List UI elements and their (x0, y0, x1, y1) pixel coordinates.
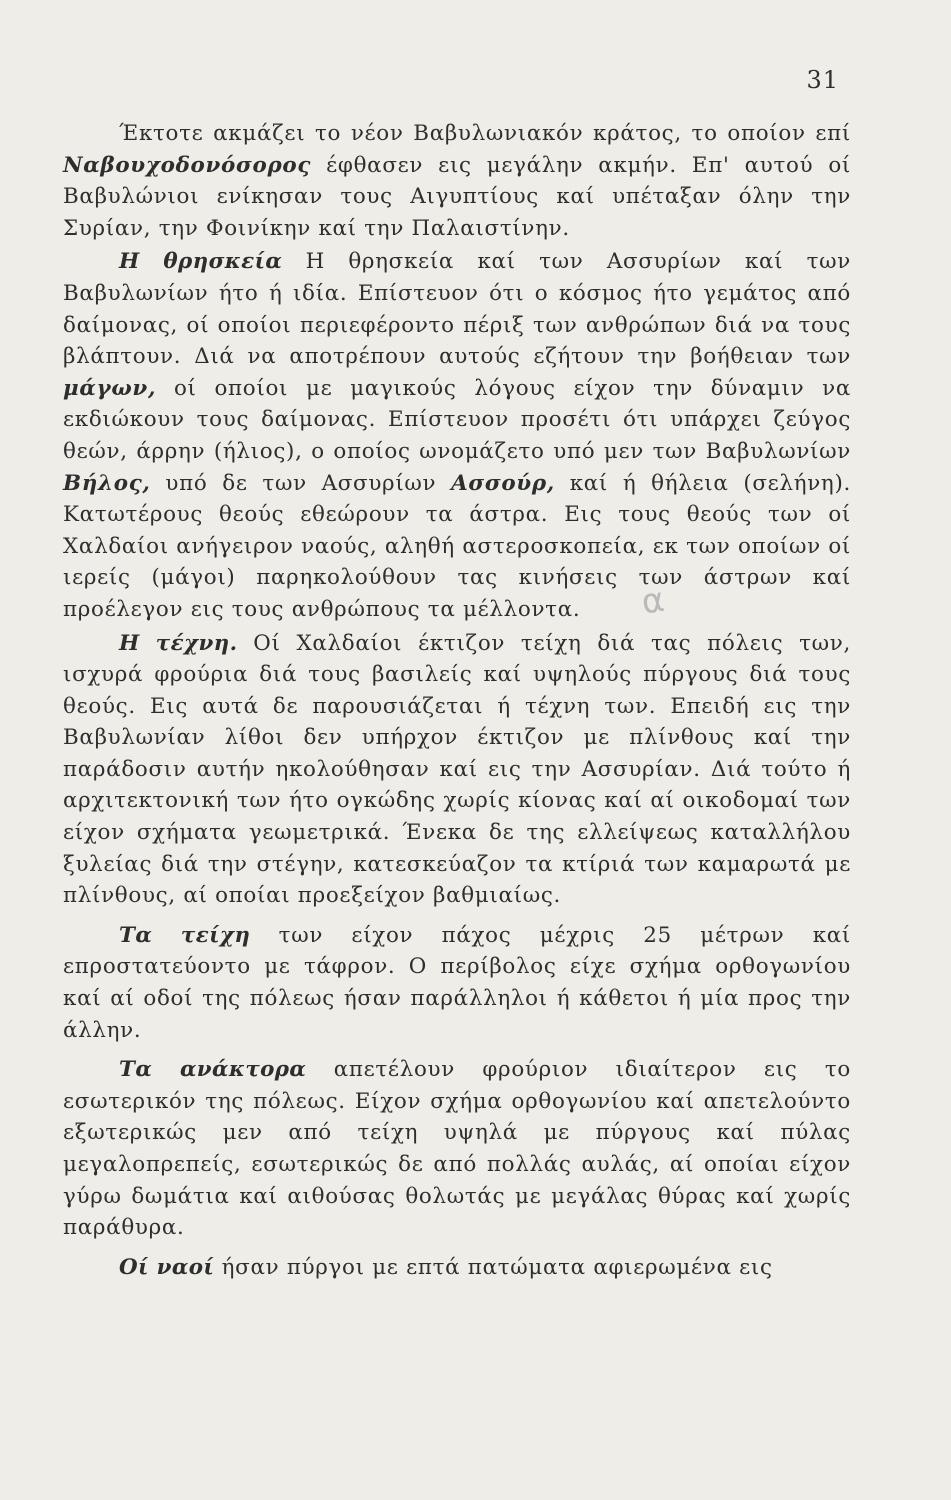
paragraph-palaces (63, 1054, 851, 1244)
emphasized-term: Τα τείχη (119, 922, 251, 948)
emphasized-term: Οί ναοί (119, 1254, 215, 1280)
paragraph-religion (63, 246, 851, 625)
page-number: 31 (806, 66, 839, 94)
paragraph-art (63, 628, 851, 912)
paragraph-babylonian-kingdom (63, 118, 851, 244)
text-run: απετέλουν φρούριον ιδιαίτερον εις το εσωτερικόν της πόλεως. Είχον σχήμα ορθογωνίου καί απετελούντο εξωτερικώς μεν από τείχη υψηλά με πύργους καί πύλας μεγαλοπρεπείς, εσωτερικώς δε από πολλάς αυλάς, αί οποίαι είχον γύρω δωμάτια καί αιθούσας θολωτάς με μεγάλας θύρας καί χωρίς παράθυρα. (63, 1057, 852, 1241)
emphasized-term: Τα ανάκτορα (119, 1057, 307, 1083)
emphasized-term: Η τέχνη. (119, 630, 238, 656)
paragraph-temples (63, 1252, 851, 1284)
paragraph-walls (63, 920, 851, 1046)
text-run: οί οποίοι με μαγικούς λόγους είχον την δύναμιν να εκδιώκουν τους δαίμονας. Επίστευον προσέτι ότι υπάρχει ζεύγος θεών, άρρην (ήλιος), ο οποίος ωνομάζετο υπό μεν των Βαβυλωνίων (63, 375, 851, 464)
emphasized-term: Βήλος, (63, 470, 151, 496)
text-run: Οί Χαλδαίοι έκτιζον τείχη διά τας πόλεις των, ισχυρά φρούρια διά τους βασιλείς καί υψηλούς πύργους διά τους θεούς. Εις αυτά δε παρουσιάζεται ή τέχνη των. Επειδή εις την Βαβυλωνίαν λίθοι δεν υπήρχον έκτιζον με πλίνθους καί την παράδοσιν αυτήν ηκολούθησαν καί εις την Ασσυρίαν. Διά τούτο ή αρχιτεκτονική των ήτο ογκώδης χωρίς κίονας καί αί οικοδομαί των είχον σχήματα γεωμετρικά. Ένεκα δε της ελλείψεως καταλλήλου ξυλείας διά την στέγην, κατεσκεύαζον τα κτίριά των καμαρωτά με πλίνθους, αί οποίαι προεξείχον βαθμιαίως. (63, 630, 851, 909)
text-run: Έκτοτε ακμάζει το νέον Βαβυλωνιακόν κράτος, το οποίον επί (119, 121, 851, 146)
body-text (63, 118, 851, 1285)
emphasized-term: μάγων, (63, 375, 157, 401)
text-run: των είχον πάχος μέχρις 25 μέτρων καί επροστατεύοντο με τάφρον. Ο περίβολος είχε σχήμα ορθογωνίου καί αί οδοί της πόλεως ήσαν παράλληλοι ή κάθετοι ή μία προς την άλλην. (63, 922, 851, 1043)
emphasized-term: Ναβουχοδονόσορος (63, 152, 312, 178)
emphasized-term: Η θρησκεία (119, 249, 283, 275)
text-run: Η θρησκεία καί των Ασσυρίων καί των Βαβυλωνίων ήτο ή ιδία. Επίστευον ότι ο κόσμος ήτο γεμάτος από δαίμονας, οί οποίοι περιεφέροντο πέριξ των ανθρώπων διά να τους βλάπτουν. Διά να αποτρέπουν αυτούς εζήτουν την βοήθειαν των (63, 249, 851, 370)
emphasized-term: Ασσούρ, (451, 470, 555, 496)
text-run: καί ή θήλεια (σελήνη). Κατωτέρους θεούς εθεώρουν τα άστρα. Εις τους θεούς των οί Χαλδαίοι ανήγειρον ναούς, αληθή αστεροσκοπεία, εκ των οποίων οί ιερείς (μάγοι) παρηκολούθουν τας κινήσεις των άστρων καί προέλεγον εις τους ανθρώπους τα μέλλοντα. (63, 470, 851, 622)
pencil-mark: α (639, 579, 668, 623)
text-run: υπό δε των Ασσυρίων (150, 470, 452, 496)
text-run: ήσαν πύργοι με επτά πατώματα αφιερωμένα εις (214, 1254, 773, 1280)
text-run: έφθασεν εις μεγάλην ακμήν. Επ' αυτού οί Βαβυλώνιοι ενίκησαν τους Αιγυπτίους καί υπέταξαν όλην την Συρίαν, την Φοινίκην καί την Παλαιστίνην. (63, 152, 851, 241)
